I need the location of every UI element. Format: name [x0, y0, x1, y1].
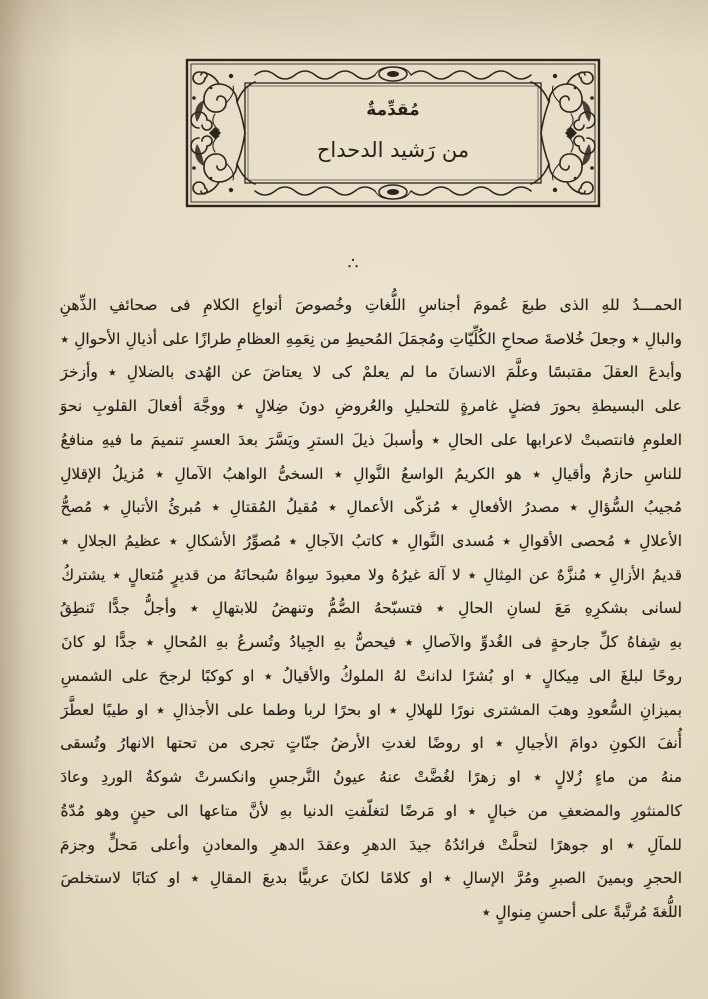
body-line — [56, 289, 682, 323]
body-line-text: والبالِ ٭ وجعلَ خُلاصةَ صحاحِ الكُلِّيّاتِ ومُجمَلَ المُحيطِ من نِعَمِهِ العظامِ طرازًا على أذيالِ الأحوالِ ٭ — [60, 329, 682, 348]
body-line-text: لسانى بشكرِهِ مَعَ لسانِ الحالِ ٭ فتسبّحهُ الصُّمُّ وتنهضُ للابتهالِ ٭ وأجلُّ جدًّا تَنطِقُ — [59, 599, 682, 618]
body-line-text: روحًا لبلغَ الى مِيكالٍ ٭ او بُشرًا لدانتْ لهُ الملوكُ والأقيالُ ٭ او كوكبًا لرجحَ على الشمسِ — [60, 666, 682, 685]
introduction-title: مُقدِّمةٌ — [366, 100, 420, 120]
body-line-text: للمآلِ ٭ او جوهرًا لتحلَّتْ فرائدُهُ جيدَ الدهرِ وعقدَ الدهرِ والمعادنِ وأعلى مَحلٍّ وجزمَ — [59, 835, 682, 854]
body-line — [56, 660, 682, 694]
body-line-text: منهُ من ماءٍ زُلالٍ ٭ او زهرًا لغُضَّتْ عنهُ عيونُ النَّرجسِ وانكسرتْ شوكةُ الوردِ وعادَ — [60, 768, 682, 787]
body-text — [56, 289, 682, 930]
body-line — [56, 727, 682, 761]
body-line — [56, 559, 682, 593]
body-line — [56, 694, 682, 728]
body-line-text: للناسِ حازمٌ وأقيالِ ٭ هو الكريمُ الواسعُ النَّوالِ ٭ السخىُّ الواهبُ الآمالِ ٭ مُزيلُ الإقلالِ — [60, 464, 682, 483]
body-line — [56, 424, 682, 458]
section-separator-mark: ∴ — [347, 254, 359, 274]
body-line-text: الحمـــدُ للهِ الذى طبعَ عُمومَ أجناسِ اللُّغاتِ وخُصوصَ أنواعِ الكلامِ فى صحائفِ الذِّهنِ — [59, 296, 682, 314]
body-line-text: العلومِ فانتصبتْ لاعرابها على الحالِ ٭ وأسبلَ ذيلَ السترِ ويَسَّرَ بعدَ العسرِ تنميمَ ما فيهِ منافعُ — [60, 430, 682, 449]
body-line-text: على البسيطةِ بحورَ فضلٍ غامرةٍ للتحليلِ والعُروضِ دونَ ضِلالٍ ٭ ووجَّهَ أفعالَ القلوبِ نحوَ — [59, 397, 682, 416]
body-line — [56, 862, 682, 896]
body-line — [56, 390, 682, 424]
body-line — [56, 356, 682, 390]
body-line — [56, 795, 682, 829]
body-line-text: اللُّغةَ مُرتَّبةً على أحسنِ مِنوالٍ ٭ — [482, 902, 682, 921]
body-line-text: بهِ شِفاهُ كلِّ جارحةٍ فى الغُدوِّ والآصالِ ٭ فيحصُّ بهِ الجِيادُ وتُسرعُ بهِ المُحالِ ٭ جدًّا لو كانَ — [61, 633, 682, 652]
body-line — [56, 323, 682, 357]
ornamental-frame — [185, 58, 601, 208]
body-line — [56, 592, 682, 626]
body-line-text: الحجرِ وبمينَ الصبرِ ومُرَّ الإسالِ ٭ او كلامًا لكانَ عربيًّا بديعَ المقالِ ٭ او كتابًا لاستخلصَ — [60, 869, 682, 888]
body-line-text: مُجيبُ السُّؤالِ ٭ مصدرُ الأفعالِ ٭ مُزكّى الأعمالِ ٭ مُقيلُ المُقتالِ ٭ مُبرئُ الأتبالِ ٭ مُصحُّ — [60, 498, 682, 517]
body-line-text: الأعلالِ ٭ مُحصى الأقوالِ ٭ مُسدى النَّوالِ ٭ كاتبُ الآجالِ ٭ مُصوِّرُ الأشكالِ ٭ عظيمُ الجلالِ ٭ — [60, 532, 682, 551]
introduction-author: من رَشيد الدحداح — [316, 138, 470, 162]
body-line-text: وأبدعَ العقلَ مقتبسًا وعلَّمَ الانسانَ ما لم يعلمْ كى لا يعتاضَ عن الهُدى بالضلالِ ٭ وأزخرَ — [60, 363, 682, 382]
body-line — [56, 525, 682, 559]
body-line — [56, 491, 682, 525]
body-line-text: بميزانِ السُّعودِ وهبَ المشترى نورًا للهلالِ ٭ او بحرًا لربا وطما على الأجذالِ ٭ او طيبًا لعطَّرَ — [60, 700, 682, 719]
body-line-text: قديمُ الأزالِ ٭ مُنزَّهٌ عن المِثالِ ٭ لا آلهَ غيرُهُ ولا معبودَ سِواهُ سُبحانَهُ من قديرٍ مُتعالٍ ٭ يشتركُ — [61, 565, 682, 584]
body-line — [56, 829, 682, 863]
body-line — [56, 626, 682, 660]
body-line — [56, 458, 682, 492]
body-line-text: أُنفَ الكونِ دوامَ الأجيالِ ٭ او روضًا لغدتِ الأرضُ جنّاتٍ تجرى من تحتها الانهارُ وتُسقى — [60, 734, 682, 753]
body-line — [56, 896, 682, 930]
body-line — [56, 761, 682, 795]
body-line-text: كالمنثورِ والمضعفِ من خبالٍ ٭ او مَرضًا لتغلّفتِ الدنيا بهِ لأنَّ متاعها الى حينٍ وهو مُدّةُ — [60, 801, 682, 820]
